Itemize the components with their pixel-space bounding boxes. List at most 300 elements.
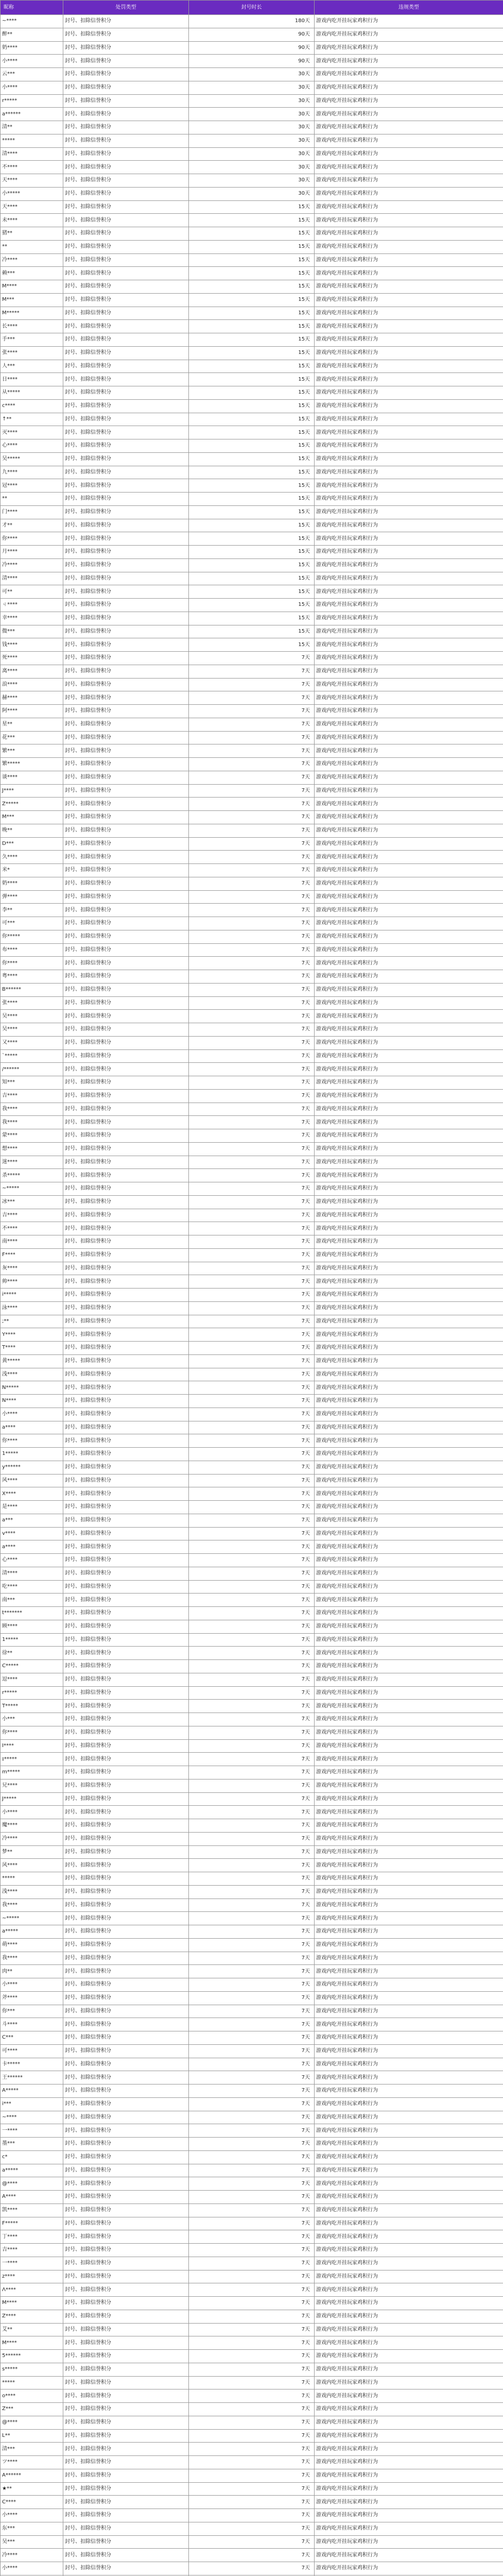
cell-violation-type: 游戏内吃开挂玩家鸡积行为 bbox=[315, 307, 503, 320]
table-row bbox=[1, 1156, 503, 1169]
cell-penalty-type: 封号、扣除信誉积分 bbox=[63, 2416, 189, 2429]
cell-penalty-type: 封号、扣除信誉积分 bbox=[63, 904, 189, 917]
cell-penalty-type: 封号、扣除信誉积分 bbox=[63, 1381, 189, 1395]
table-row bbox=[1, 439, 503, 453]
cell-nickname: X**** bbox=[1, 1487, 63, 1501]
cell-ban-duration: 7天 bbox=[189, 1116, 315, 1129]
cell-ban-duration: 15天 bbox=[189, 280, 315, 294]
cell-violation-type: 游戏内吃开挂玩家鸡积行为 bbox=[315, 1235, 503, 1249]
cell-nickname: /****** bbox=[1, 1063, 63, 1076]
table-row bbox=[1, 2244, 503, 2257]
cell-nickname: D*** bbox=[1, 837, 63, 851]
table-row bbox=[1, 2071, 503, 2084]
cell-nickname: 你**** bbox=[1, 957, 63, 970]
cell-penalty-type: 封号、扣除信誉积分 bbox=[63, 1421, 189, 1434]
cell-penalty-type: 封号、扣除信誉积分 bbox=[63, 2097, 189, 2111]
cell-penalty-type: 封号、扣除信誉积分 bbox=[63, 1342, 189, 1355]
table-row bbox=[1, 784, 503, 798]
cell-nickname: N**** bbox=[1, 1395, 63, 1408]
cell-ban-duration: 15天 bbox=[189, 493, 315, 506]
cell-penalty-type: 封号、扣除信誉积分 bbox=[63, 2230, 189, 2244]
table-row bbox=[1, 360, 503, 373]
table-row bbox=[1, 94, 503, 108]
cell-violation-type: 游戏内吃开挂玩家鸡积行为 bbox=[315, 94, 503, 108]
cell-ban-duration: 15天 bbox=[189, 439, 315, 453]
table-row bbox=[1, 1235, 503, 1249]
cell-penalty-type: 封号、扣除信誉积分 bbox=[63, 200, 189, 214]
table-row bbox=[1, 147, 503, 161]
header-ban-duration: 封号时长 bbox=[189, 1, 315, 15]
table-row bbox=[1, 2058, 503, 2071]
cell-nickname: 人*** bbox=[1, 360, 63, 373]
table-row bbox=[1, 2297, 503, 2310]
cell-ban-duration: 7天 bbox=[189, 864, 315, 877]
cell-violation-type: 游戏内吃开挂玩家鸡积行为 bbox=[315, 1262, 503, 1275]
table-row bbox=[1, 599, 503, 612]
table-row bbox=[1, 134, 503, 147]
cell-violation-type: 游戏内吃开挂玩家鸡积行为 bbox=[315, 2496, 503, 2509]
cell-penalty-type: 封号、扣除信誉积分 bbox=[63, 147, 189, 161]
cell-violation-type: 游戏内吃开挂玩家鸡积行为 bbox=[315, 2138, 503, 2151]
cell-ban-duration: 7天 bbox=[189, 1806, 315, 1819]
cell-nickname: @**** bbox=[1, 2416, 63, 2429]
cell-violation-type: 游戏内吃开挂玩家鸡积行为 bbox=[315, 333, 503, 347]
table-row bbox=[1, 2044, 503, 2058]
cell-nickname: 丁**** bbox=[1, 2230, 63, 2244]
table-row bbox=[1, 1673, 503, 1686]
cell-ban-duration: 7天 bbox=[189, 1354, 315, 1368]
cell-violation-type: 游戏内吃开挂玩家鸡积行为 bbox=[315, 466, 503, 479]
cell-nickname: C**** bbox=[1, 2496, 63, 2509]
cell-nickname: A****** bbox=[1, 2469, 63, 2482]
cell-penalty-type: 封号、扣除信誉积分 bbox=[63, 1315, 189, 1328]
cell-nickname: 钱**** bbox=[1, 638, 63, 652]
table-row bbox=[1, 2416, 503, 2429]
cell-violation-type: 游戏内吃开挂玩家鸡积行为 bbox=[315, 638, 503, 652]
table-row bbox=[1, 1010, 503, 1023]
cell-violation-type: 游戏内吃开挂玩家鸡积行为 bbox=[315, 572, 503, 585]
cell-nickname: 才** bbox=[1, 519, 63, 532]
cell-nickname: 九**** bbox=[1, 466, 63, 479]
cell-ban-duration: 7天 bbox=[189, 2164, 315, 2177]
cell-ban-duration: 7天 bbox=[189, 2031, 315, 2045]
cell-ban-duration: 7天 bbox=[189, 890, 315, 904]
cell-ban-duration: 15天 bbox=[189, 200, 315, 214]
cell-penalty-type: 封号、扣除信誉积分 bbox=[63, 1487, 189, 1501]
table-row bbox=[1, 2496, 503, 2509]
cell-nickname: 吴**** bbox=[1, 1010, 63, 1023]
cell-penalty-type: 封号、扣除信誉积分 bbox=[63, 1448, 189, 1461]
cell-ban-duration: 7天 bbox=[189, 2443, 315, 2456]
cell-nickname: 萌**** bbox=[1, 1938, 63, 1952]
cell-nickname: T***** bbox=[1, 1700, 63, 1713]
cell-penalty-type: 封号、扣除信誉积分 bbox=[63, 811, 189, 824]
cell-violation-type: 游戏内吃开挂玩家鸡积行为 bbox=[315, 1899, 503, 1912]
table-row bbox=[1, 413, 503, 426]
cell-penalty-type: 封号、扣除信誉积分 bbox=[63, 851, 189, 864]
cell-violation-type: 游戏内吃开挂玩家鸡积行为 bbox=[315, 2257, 503, 2270]
cell-violation-type: 游戏内吃开挂玩家鸡积行为 bbox=[315, 1461, 503, 1474]
cell-ban-duration: 15天 bbox=[189, 307, 315, 320]
cell-penalty-type: 封号、扣除信誉积分 bbox=[63, 1845, 189, 1859]
cell-violation-type: 游戏内吃开挂玩家鸡积行为 bbox=[315, 1487, 503, 1501]
table-row bbox=[1, 877, 503, 890]
cell-penalty-type: 封号、扣除信誉积分 bbox=[63, 1978, 189, 1992]
cell-nickname: M**** bbox=[1, 280, 63, 294]
table-row bbox=[1, 1487, 503, 1501]
table-row bbox=[1, 280, 503, 294]
cell-ban-duration: 7天 bbox=[189, 1792, 315, 1806]
cell-ban-duration: 7天 bbox=[189, 2416, 315, 2429]
table-row bbox=[1, 1660, 503, 1673]
cell-violation-type: 游戏内吃开挂玩家鸡积行为 bbox=[315, 1567, 503, 1580]
table-row bbox=[1, 2191, 503, 2204]
cell-nickname: 云*** bbox=[1, 68, 63, 81]
cell-penalty-type: 封号、扣除信誉积分 bbox=[63, 161, 189, 174]
cell-penalty-type: 封号、扣除信誉积分 bbox=[63, 1089, 189, 1103]
cell-ban-duration: 90天 bbox=[189, 55, 315, 68]
cell-ban-duration: 7天 bbox=[189, 2297, 315, 2310]
cell-penalty-type: 封号、扣除信誉积分 bbox=[63, 1713, 189, 1726]
cell-nickname: 吴***** bbox=[1, 452, 63, 466]
cell-penalty-type: 封号、扣除信誉积分 bbox=[63, 996, 189, 1010]
cell-ban-duration: 7天 bbox=[189, 1580, 315, 1594]
cell-penalty-type: 封号、扣除信誉积分 bbox=[63, 2283, 189, 2297]
cell-nickname: 我**** bbox=[1, 1103, 63, 1116]
cell-nickname: 微*** bbox=[1, 625, 63, 638]
cell-penalty-type: 封号、扣除信誉积分 bbox=[63, 267, 189, 280]
cell-violation-type: 游戏内吃开挂玩家鸡积行为 bbox=[315, 996, 503, 1010]
cell-nickname: y****** bbox=[1, 1461, 63, 1474]
cell-nickname: 赖*** bbox=[1, 267, 63, 280]
cell-ban-duration: 15天 bbox=[189, 585, 315, 599]
cell-ban-duration: 180天 bbox=[189, 15, 315, 28]
cell-ban-duration: 7天 bbox=[189, 2204, 315, 2217]
cell-penalty-type: 封号、扣除信誉积分 bbox=[63, 1103, 189, 1116]
cell-ban-duration: 15天 bbox=[189, 519, 315, 532]
cell-ban-duration: 7天 bbox=[189, 1845, 315, 1859]
cell-ban-duration: 7天 bbox=[189, 2336, 315, 2350]
table-row bbox=[1, 744, 503, 758]
cell-violation-type: 游戏内吃开挂玩家鸡积行为 bbox=[315, 1700, 503, 1713]
cell-nickname: r***** bbox=[1, 1686, 63, 1700]
cell-ban-duration: 90天 bbox=[189, 28, 315, 41]
cell-nickname: 清**** bbox=[1, 1567, 63, 1580]
cell-ban-duration: 7天 bbox=[189, 983, 315, 996]
table-row bbox=[1, 1806, 503, 1819]
cell-violation-type: 游戏内吃开挂玩家鸡积行为 bbox=[315, 1819, 503, 1833]
table-row bbox=[1, 2336, 503, 2350]
table-row bbox=[1, 2522, 503, 2535]
cell-nickname: 风**** bbox=[1, 1859, 63, 1872]
cell-penalty-type: 封号、扣除信誉积分 bbox=[63, 1925, 189, 1939]
cell-ban-duration: 7天 bbox=[189, 1395, 315, 1408]
cell-ban-duration: 7天 bbox=[189, 2244, 315, 2257]
cell-nickname: 张**** bbox=[1, 996, 63, 1010]
cell-penalty-type: 封号、扣除信誉积分 bbox=[63, 1395, 189, 1408]
table-row bbox=[1, 1938, 503, 1952]
cell-nickname: T**** bbox=[1, 1342, 63, 1355]
cell-violation-type: 游戏内吃开挂玩家鸡积行为 bbox=[315, 2244, 503, 2257]
cell-penalty-type: 封号、扣除信誉积分 bbox=[63, 612, 189, 625]
cell-nickname: 小**** bbox=[1, 1978, 63, 1992]
cell-penalty-type: 封号、扣除信誉积分 bbox=[63, 307, 189, 320]
cell-penalty-type: 封号、扣除信誉积分 bbox=[63, 1063, 189, 1076]
table-row bbox=[1, 346, 503, 360]
cell-penalty-type: 封号、扣除信誉积分 bbox=[63, 253, 189, 267]
cell-penalty-type: 封号、扣除信誉积分 bbox=[63, 2058, 189, 2071]
cell-penalty-type: 封号、扣除信誉积分 bbox=[63, 2549, 189, 2562]
cell-nickname: 一**** bbox=[1, 2124, 63, 2138]
cell-violation-type: 游戏内吃开挂玩家鸡积行为 bbox=[315, 1620, 503, 1633]
cell-violation-type: 游戏内吃开挂玩家鸡积行为 bbox=[315, 399, 503, 413]
cell-ban-duration: 7天 bbox=[189, 1275, 315, 1289]
cell-ban-duration: 7天 bbox=[189, 2376, 315, 2389]
table-row bbox=[1, 1739, 503, 1753]
cell-nickname: F**** bbox=[1, 1248, 63, 1262]
cell-ban-duration: 30天 bbox=[189, 94, 315, 108]
cell-violation-type: 游戏内吃开挂玩家鸡积行为 bbox=[315, 2522, 503, 2535]
cell-ban-duration: 15天 bbox=[189, 413, 315, 426]
table-row bbox=[1, 1474, 503, 1487]
cell-penalty-type: 封号、扣除信誉积分 bbox=[63, 479, 189, 493]
table-row bbox=[1, 1885, 503, 1899]
cell-ban-duration: 7天 bbox=[189, 1925, 315, 1939]
cell-nickname: 幸**** bbox=[1, 612, 63, 625]
table-row bbox=[1, 1978, 503, 1992]
cell-ban-duration: 7天 bbox=[189, 2310, 315, 2323]
cell-penalty-type: 封号、扣除信誉积分 bbox=[63, 2323, 189, 2336]
cell-penalty-type: 封号、扣除信誉积分 bbox=[63, 1792, 189, 1806]
cell-violation-type: 游戏内吃开挂玩家鸡积行为 bbox=[315, 2429, 503, 2443]
cell-penalty-type: 封号、扣除信誉积分 bbox=[63, 1753, 189, 1766]
cell-nickname: 我**** bbox=[1, 1116, 63, 1129]
cell-violation-type: 游戏内吃开挂玩家鸡积行为 bbox=[315, 1792, 503, 1806]
cell-violation-type: 游戏内吃开挂玩家鸡积行为 bbox=[315, 2336, 503, 2350]
cell-violation-type: 游戏内吃开挂玩家鸡积行为 bbox=[315, 280, 503, 294]
cell-ban-duration: 7天 bbox=[189, 771, 315, 784]
cell-ban-duration: 7天 bbox=[189, 2350, 315, 2363]
table-row bbox=[1, 2429, 503, 2443]
cell-nickname: 冷**** bbox=[1, 1832, 63, 1845]
cell-violation-type: 游戏内吃开挂玩家鸡积行为 bbox=[315, 1142, 503, 1156]
cell-ban-duration: 7天 bbox=[189, 2283, 315, 2297]
cell-penalty-type: 封号、扣除信誉积分 bbox=[63, 1872, 189, 1886]
cell-nickname: 久**** bbox=[1, 851, 63, 864]
cell-nickname: 不**** bbox=[1, 1222, 63, 1235]
table-row bbox=[1, 2562, 503, 2575]
table-row bbox=[1, 1567, 503, 1580]
table-row bbox=[1, 1036, 503, 1049]
cell-violation-type: 游戏内吃开挂玩家鸡积行为 bbox=[315, 665, 503, 678]
cell-ban-duration: 7天 bbox=[189, 731, 315, 744]
cell-violation-type: 游戏内吃开挂玩家鸡积行为 bbox=[315, 1342, 503, 1355]
cell-nickname: M***** bbox=[1, 307, 63, 320]
cell-penalty-type: 封号、扣除信誉积分 bbox=[63, 1235, 189, 1249]
cell-nickname: 浅**** bbox=[1, 1368, 63, 1381]
cell-violation-type: 游戏内吃开挂玩家鸡积行为 bbox=[315, 1885, 503, 1899]
cell-violation-type: 游戏内吃开挂玩家鸡积行为 bbox=[315, 1607, 503, 1620]
table-row bbox=[1, 1607, 503, 1620]
cell-violation-type: 游戏内吃开挂玩家鸡积行为 bbox=[315, 1660, 503, 1673]
cell-violation-type: 游戏内吃开挂玩家鸡积行为 bbox=[315, 930, 503, 943]
cell-penalty-type: 封号、扣除信誉积分 bbox=[63, 1289, 189, 1302]
cell-ban-duration: 7天 bbox=[189, 2257, 315, 2270]
cell-violation-type: 游戏内吃开挂玩家鸡积行为 bbox=[315, 214, 503, 227]
cell-ban-duration: 7天 bbox=[189, 1248, 315, 1262]
header-violation-type: 违规类型 bbox=[315, 1, 503, 15]
cell-penalty-type: 封号、扣除信誉积分 bbox=[63, 1912, 189, 1925]
table-row bbox=[1, 1209, 503, 1222]
table-row bbox=[1, 864, 503, 877]
cell-ban-duration: 7天 bbox=[189, 1063, 315, 1076]
cell-penalty-type: 封号、扣除信誉积分 bbox=[63, 2509, 189, 2522]
cell-nickname: Y**** bbox=[1, 1328, 63, 1342]
table-row bbox=[1, 1275, 503, 1289]
cell-penalty-type: 封号、扣除信誉积分 bbox=[63, 2363, 189, 2376]
cell-penalty-type: 封号、扣除信誉积分 bbox=[63, 1700, 189, 1713]
cell-penalty-type: 封号、扣除信誉积分 bbox=[63, 652, 189, 665]
cell-violation-type: 游戏内吃开挂玩家鸡积行为 bbox=[315, 493, 503, 506]
cell-nickname: t******* bbox=[1, 1607, 63, 1620]
cell-nickname: 帅**** bbox=[1, 1275, 63, 1289]
cell-ban-duration: 15天 bbox=[189, 320, 315, 333]
cell-ban-duration: 7天 bbox=[189, 1342, 315, 1355]
cell-penalty-type: 封号、扣除信誉积分 bbox=[63, 1885, 189, 1899]
cell-penalty-type: 封号、扣除信誉积分 bbox=[63, 1368, 189, 1381]
cell-violation-type: 游戏内吃开挂玩家鸡积行为 bbox=[315, 200, 503, 214]
cell-ban-duration: 7天 bbox=[189, 930, 315, 943]
cell-ban-duration: 7天 bbox=[189, 691, 315, 705]
table-row bbox=[1, 1222, 503, 1235]
cell-violation-type: 游戏内吃开挂玩家鸡积行为 bbox=[315, 784, 503, 798]
table-row bbox=[1, 293, 503, 307]
cell-violation-type: 游戏内吃开挂玩家鸡积行为 bbox=[315, 1527, 503, 1540]
cell-violation-type: 游戏内吃开挂玩家鸡积行为 bbox=[315, 1182, 503, 1196]
table-row bbox=[1, 1965, 503, 1978]
cell-nickname: 想**** bbox=[1, 1142, 63, 1156]
cell-violation-type: 游戏内吃开挂玩家鸡积行为 bbox=[315, 771, 503, 784]
table-row bbox=[1, 161, 503, 174]
cell-violation-type: 游戏内吃开挂玩家鸡积行为 bbox=[315, 28, 503, 41]
cell-nickname: a***** bbox=[1, 1925, 63, 1939]
table-row bbox=[1, 771, 503, 784]
cell-nickname: C***** bbox=[1, 1660, 63, 1673]
table-row bbox=[1, 2350, 503, 2363]
cell-nickname: 小**** bbox=[1, 1806, 63, 1819]
table-row bbox=[1, 1753, 503, 1766]
cell-ban-duration: 7天 bbox=[189, 1660, 315, 1673]
cell-nickname: 小**** bbox=[1, 81, 63, 94]
cell-nickname: M*** bbox=[1, 293, 63, 307]
cell-ban-duration: 7天 bbox=[189, 1461, 315, 1474]
cell-nickname: 徐** bbox=[1, 1647, 63, 1660]
cell-nickname: ***** bbox=[1, 2376, 63, 2389]
cell-nickname: 杀***** bbox=[1, 1169, 63, 1182]
cell-ban-duration: 7天 bbox=[189, 1408, 315, 1421]
cell-penalty-type: 封号、扣除信誉积分 bbox=[63, 121, 189, 134]
table-row bbox=[1, 1633, 503, 1647]
cell-penalty-type: 封号、扣除信誉积分 bbox=[63, 2469, 189, 2482]
cell-nickname: 长**** bbox=[1, 320, 63, 333]
table-row bbox=[1, 798, 503, 811]
cell-violation-type: 游戏内吃开挂玩家鸡积行为 bbox=[315, 691, 503, 705]
cell-violation-type: 游戏内吃开挂玩家鸡积行为 bbox=[315, 1713, 503, 1726]
cell-violation-type: 游戏内吃开挂玩家鸡积行为 bbox=[315, 1103, 503, 1116]
table-row bbox=[1, 2283, 503, 2297]
cell-nickname: 你***** bbox=[1, 930, 63, 943]
cell-nickname: 离**** bbox=[1, 665, 63, 678]
table-row bbox=[1, 2403, 503, 2416]
cell-violation-type: 游戏内吃开挂玩家鸡积行为 bbox=[315, 957, 503, 970]
cell-nickname: ~***** bbox=[1, 1912, 63, 1925]
cell-penalty-type: 封号、扣除信誉积分 bbox=[63, 572, 189, 585]
table-row bbox=[1, 1142, 503, 1156]
cell-nickname: 心**** bbox=[1, 439, 63, 453]
cell-violation-type: 游戏内吃开挂玩家鸡积行为 bbox=[315, 1248, 503, 1262]
table-row bbox=[1, 1845, 503, 1859]
cell-penalty-type: 封号、扣除信誉积分 bbox=[63, 599, 189, 612]
table-row bbox=[1, 2005, 503, 2018]
cell-violation-type: 游戏内吃开挂玩家鸡积行为 bbox=[315, 68, 503, 81]
cell-penalty-type: 封号、扣除信誉积分 bbox=[63, 758, 189, 771]
cell-violation-type: 游戏内吃开挂玩家鸡积行为 bbox=[315, 1156, 503, 1169]
cell-penalty-type: 封号、扣除信誉积分 bbox=[63, 187, 189, 200]
cell-violation-type: 游戏内吃开挂玩家鸡积行为 bbox=[315, 705, 503, 718]
cell-violation-type: 游戏内吃开挂玩家鸡积行为 bbox=[315, 1991, 503, 2005]
cell-penalty-type: 封号、扣除信誉积分 bbox=[63, 1275, 189, 1289]
cell-ban-duration: 7天 bbox=[189, 1023, 315, 1037]
cell-violation-type: 游戏内吃开挂玩家鸡积行为 bbox=[315, 1779, 503, 1792]
cell-nickname: 奶**** bbox=[1, 41, 63, 55]
cell-nickname: 斗**** bbox=[1, 2018, 63, 2031]
cell-penalty-type: 封号、扣除信誉积分 bbox=[63, 2150, 189, 2164]
cell-violation-type: 游戏内吃开挂玩家鸡积行为 bbox=[315, 1686, 503, 1700]
table-row bbox=[1, 426, 503, 439]
cell-nickname: N***** bbox=[1, 1381, 63, 1395]
cell-ban-duration: 15天 bbox=[189, 638, 315, 652]
cell-nickname: ㄐ**** bbox=[1, 599, 63, 612]
cell-penalty-type: 封号、扣除信誉积分 bbox=[63, 1899, 189, 1912]
cell-penalty-type: 封号、扣除信誉积分 bbox=[63, 2124, 189, 2138]
cell-ban-duration: 7天 bbox=[189, 1766, 315, 1780]
cell-penalty-type: 封号、扣除信誉积分 bbox=[63, 2389, 189, 2403]
cell-penalty-type: 封号、扣除信誉积分 bbox=[63, 2111, 189, 2124]
cell-ban-duration: 7天 bbox=[189, 2389, 315, 2403]
cell-violation-type: 游戏内吃开挂玩家鸡积行为 bbox=[315, 1421, 503, 1434]
cell-nickname: 卡***** bbox=[1, 2058, 63, 2071]
table-row bbox=[1, 1925, 503, 1939]
cell-ban-duration: 15天 bbox=[189, 546, 315, 559]
cell-ban-duration: 7天 bbox=[189, 1487, 315, 1501]
cell-penalty-type: 封号、扣除信誉积分 bbox=[63, 1301, 189, 1315]
table-row bbox=[1, 2018, 503, 2031]
cell-ban-duration: 30天 bbox=[189, 68, 315, 81]
cell-ban-duration: 7天 bbox=[189, 2044, 315, 2058]
cell-violation-type: 游戏内吃开挂玩家鸡积行为 bbox=[315, 2562, 503, 2575]
cell-violation-type: 游戏内吃开挂玩家鸡积行为 bbox=[315, 187, 503, 200]
cell-violation-type: 游戏内吃开挂玩家鸡积行为 bbox=[315, 2164, 503, 2177]
cell-violation-type: 游戏内吃开挂玩家鸡积行为 bbox=[315, 227, 503, 241]
cell-nickname: a**** bbox=[1, 1421, 63, 1434]
cell-ban-duration: 7天 bbox=[189, 1700, 315, 1713]
cell-ban-duration: 7天 bbox=[189, 2456, 315, 2469]
cell-nickname: 泳**** bbox=[1, 1301, 63, 1315]
cell-violation-type: 游戏内吃开挂玩家鸡积行为 bbox=[315, 718, 503, 731]
cell-violation-type: 游戏内吃开挂玩家鸡积行为 bbox=[315, 558, 503, 572]
cell-penalty-type: 封号、扣除信誉积分 bbox=[63, 1169, 189, 1182]
cell-nickname: B****** bbox=[1, 983, 63, 996]
